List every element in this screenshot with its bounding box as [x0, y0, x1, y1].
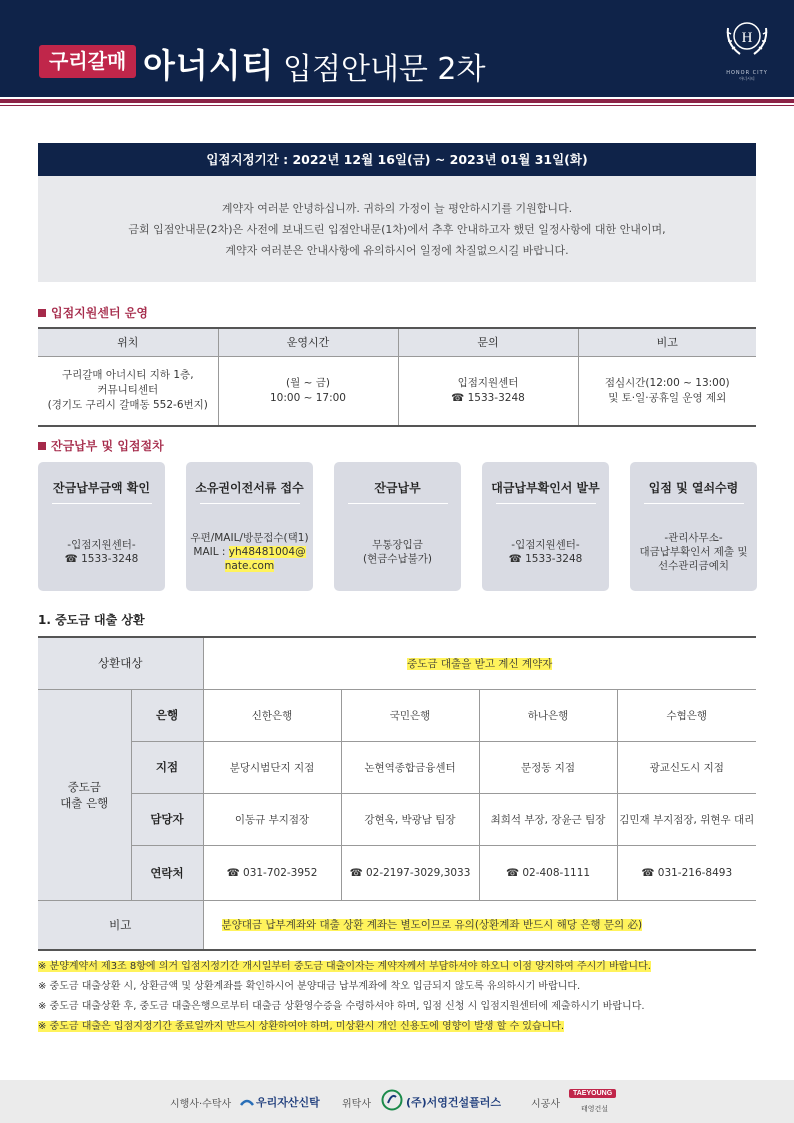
email-domain[interactable]: nate.com	[224, 559, 275, 572]
cell-line: 커뮤니티센터	[97, 384, 159, 397]
cell-line: 및 토·일·공휴일 운영 제외	[608, 391, 727, 404]
step-line: -입점지원센터-	[67, 538, 136, 551]
step-divider	[52, 503, 152, 504]
step-line: 무통장입금	[372, 538, 423, 551]
step-line: 선수관리금예치	[657, 559, 729, 572]
row-label-manager: 담당자	[131, 793, 203, 845]
bank-name: 국민은행	[341, 689, 479, 741]
page-header	[0, 0, 794, 97]
manager-name: 김민재 부지점장, 위현우 대리	[617, 793, 756, 845]
square-bullet-icon	[38, 309, 46, 317]
note-item: ※ 중도금 대출상환 시, 상환금액 및 상환계좌를 확인하시어 분양대금 납부계좌에 착오 입금되지 않도록 유의하시기 바랍니다.	[38, 981, 581, 992]
cell-line: 구리갈매 아너시티 지하 1층,	[61, 369, 194, 382]
step-card	[38, 462, 165, 591]
row-label-bank: 은행	[131, 689, 203, 741]
step-line: -관리사무소-	[664, 531, 723, 544]
footer-label-trustor: 위탁사	[342, 1099, 371, 1110]
page-footer	[0, 1080, 794, 1123]
target-value	[203, 637, 756, 689]
logo-text: HONOR CITY	[726, 70, 768, 76]
branch-name: 논현역종합금융센터	[341, 741, 479, 793]
note-item: ※ 중도금 대출상환 후, 중도금 대출은행으로부터 대출금 상환영수증을 수령하셔야 하며, 입점 신청 시 입점지원센터에 제출하시기 바랍니다.	[38, 1001, 645, 1012]
target-value-text: 중도금 대출을 받고 계신 계약자	[407, 657, 553, 670]
step-line: ☎ 1533-3248	[508, 552, 583, 565]
footer-label-builder: 시공사	[531, 1099, 560, 1110]
step-line: -입점지원센터-	[511, 538, 580, 551]
row-label-branch: 지점	[131, 741, 203, 793]
bank-name: 신한은행	[203, 689, 341, 741]
step-card	[482, 462, 609, 591]
step-divider	[348, 503, 448, 504]
section-title-procedure	[38, 437, 164, 454]
row-label-phone: 연락처	[131, 845, 203, 900]
cell-line: (경기도 구리시 갈매동 552-6번지)	[47, 399, 208, 412]
footer-brand-builder: TAEYOUNG	[569, 1089, 616, 1098]
move-in-period: 입점지정기간 : 2022년 12월 16일(금) ~ 2023년 01월 31일(화)	[38, 143, 756, 176]
footer-brand-developer: 우리자산신탁	[256, 1096, 320, 1109]
logo-subtext: 아너시티	[739, 76, 755, 81]
branch-name: 문정동 지점	[479, 741, 617, 793]
section-title-loan-repayment: 1. 중도금 대출 상환	[38, 613, 145, 627]
step-line	[193, 545, 305, 559]
target-label: 상환대상	[38, 637, 203, 689]
manager-name: 최희석 부장, 장윤근 팀장	[479, 793, 617, 845]
step-line: 우편/MAIL/방문접수(택1)	[190, 531, 309, 544]
page-title-brand: 아너시티	[143, 46, 275, 85]
step-title: 잔금납부	[374, 481, 421, 495]
intro-message	[38, 176, 756, 282]
bank-phone: ☎ 02-2197-3029,3033	[341, 845, 479, 900]
location-badge: 구리갈매	[39, 45, 136, 78]
remark-cell	[578, 356, 756, 426]
bank-phone: ☎ 031-216-8493	[617, 845, 756, 900]
cell-line: 대출 은행	[60, 795, 109, 810]
footer-brand-trustor: (주)서영건설플러스	[406, 1096, 502, 1109]
hours-cell	[218, 356, 398, 426]
support-center-table	[38, 327, 756, 427]
bank-phone: ☎ 02-408-1111	[479, 845, 617, 900]
cell-line: 중도금	[67, 779, 101, 794]
cell-line: 입점지원센터	[457, 376, 519, 389]
table-header: 운영시간	[218, 328, 398, 356]
seoyoung-logo-icon	[381, 1089, 403, 1115]
step-body	[186, 512, 313, 591]
step-card	[334, 462, 461, 591]
step-body	[630, 512, 757, 591]
branch-name: 분당시범단지 지점	[203, 741, 341, 793]
step-line: ☎ 1533-3248	[64, 552, 139, 565]
bank-group-label	[38, 689, 131, 900]
table-header: 비고	[578, 328, 756, 356]
svg-text:H: H	[741, 30, 753, 46]
step-title: 잔금납부금액 확인	[53, 481, 150, 495]
step-body	[334, 512, 461, 591]
mail-label: MAIL :	[193, 545, 229, 558]
loan-repayment-table	[38, 636, 756, 951]
notes-list	[38, 957, 651, 1037]
intro-line: 계약자 여러분 안녕하십니까. 귀하의 가정이 늘 평안하시기를 기원합니다.	[221, 202, 573, 215]
cell-line: 점심시간(12:00 ~ 13:00)	[604, 376, 730, 389]
note-text: ※ 분양계약서 제3조 8항에 의거 입점지정기간 개시일부터 중도금 대출이자는 계약자께서 부담하셔야 하오니 이점 양지하여 주시기 바랍니다.	[38, 961, 651, 972]
bank-phone: ☎ 031-702-3952	[203, 845, 341, 900]
honor-city-logo	[722, 16, 772, 80]
location-cell	[38, 356, 218, 426]
note-item	[38, 1017, 651, 1037]
header-divider-thin	[0, 105, 794, 106]
step-title: 입점 및 열쇠수령	[648, 481, 739, 495]
table-header: 문의	[398, 328, 578, 356]
square-bullet-icon	[38, 442, 46, 450]
cell-line: ☎ 1533-3248	[451, 391, 525, 404]
step-card	[186, 462, 313, 591]
step-line: 대금납부확인서 제출 및	[639, 545, 748, 558]
table-header: 위치	[38, 328, 218, 356]
branch-name: 광교신도시 지점	[617, 741, 756, 793]
footer-brand-builder-sub: 태영건설	[581, 1105, 609, 1113]
woori-logo-icon	[240, 1094, 254, 1113]
note-text: ※ 중도금 대출은 입점지정기간 종료일까지 반드시 상환하여야 하며, 미상환시 개인 신용도에 영향이 발생 할 수 있습니다.	[38, 1021, 565, 1032]
procedure-steps	[38, 462, 758, 592]
step-line: (현금수납불가)	[362, 552, 433, 565]
manager-name: 강현욱, 박광남 팀장	[341, 793, 479, 845]
step-divider	[200, 503, 300, 504]
cell-line: (월 ~ 금)	[286, 376, 330, 389]
page-title-sub: 입점안내문 2차	[283, 52, 486, 87]
laurel-logo-icon	[722, 16, 772, 66]
intro-line: 계약자 여러분은 안내사항에 유의하시어 일정에 차질없으시길 바랍니다.	[225, 244, 569, 257]
bank-name: 하나은행	[479, 689, 617, 741]
header-divider	[0, 99, 794, 103]
remark-value-text: 분양대금 납부계좌와 대출 상환 계좌는 별도이므로 유의(상환계좌 반드시 해당 은행 문의 必)	[221, 919, 643, 932]
step-divider	[644, 503, 744, 504]
step-title: 소유권이전서류 접수	[195, 481, 304, 495]
section-title-text: 입점지원센터 운영	[51, 306, 148, 320]
step-title: 대금납부확인서 발부	[491, 481, 600, 495]
intro-line: 금회 입점안내문(2차)은 사전에 보내드린 입점안내문(1차)에서 추후 안내하고자 했던 일정사항에 대한 안내이며,	[128, 223, 666, 236]
section-title-text: 잔금납부 및 입점절차	[51, 439, 164, 453]
section-title-support-center	[38, 304, 148, 321]
step-card	[630, 462, 757, 591]
step-body	[482, 512, 609, 591]
remark-value	[203, 900, 756, 950]
footer-label-developer: 시행사·수탁사	[170, 1099, 232, 1110]
note-item	[38, 957, 651, 977]
email-address[interactable]: yh48481004@	[228, 545, 306, 558]
cell-line: 10:00 ~ 17:00	[270, 391, 346, 404]
bank-name: 수협은행	[617, 689, 756, 741]
step-body	[38, 512, 165, 591]
remark-label: 비고	[38, 900, 203, 950]
manager-name: 이동규 부지점장	[203, 793, 341, 845]
contact-cell	[398, 356, 578, 426]
step-divider	[496, 503, 596, 504]
